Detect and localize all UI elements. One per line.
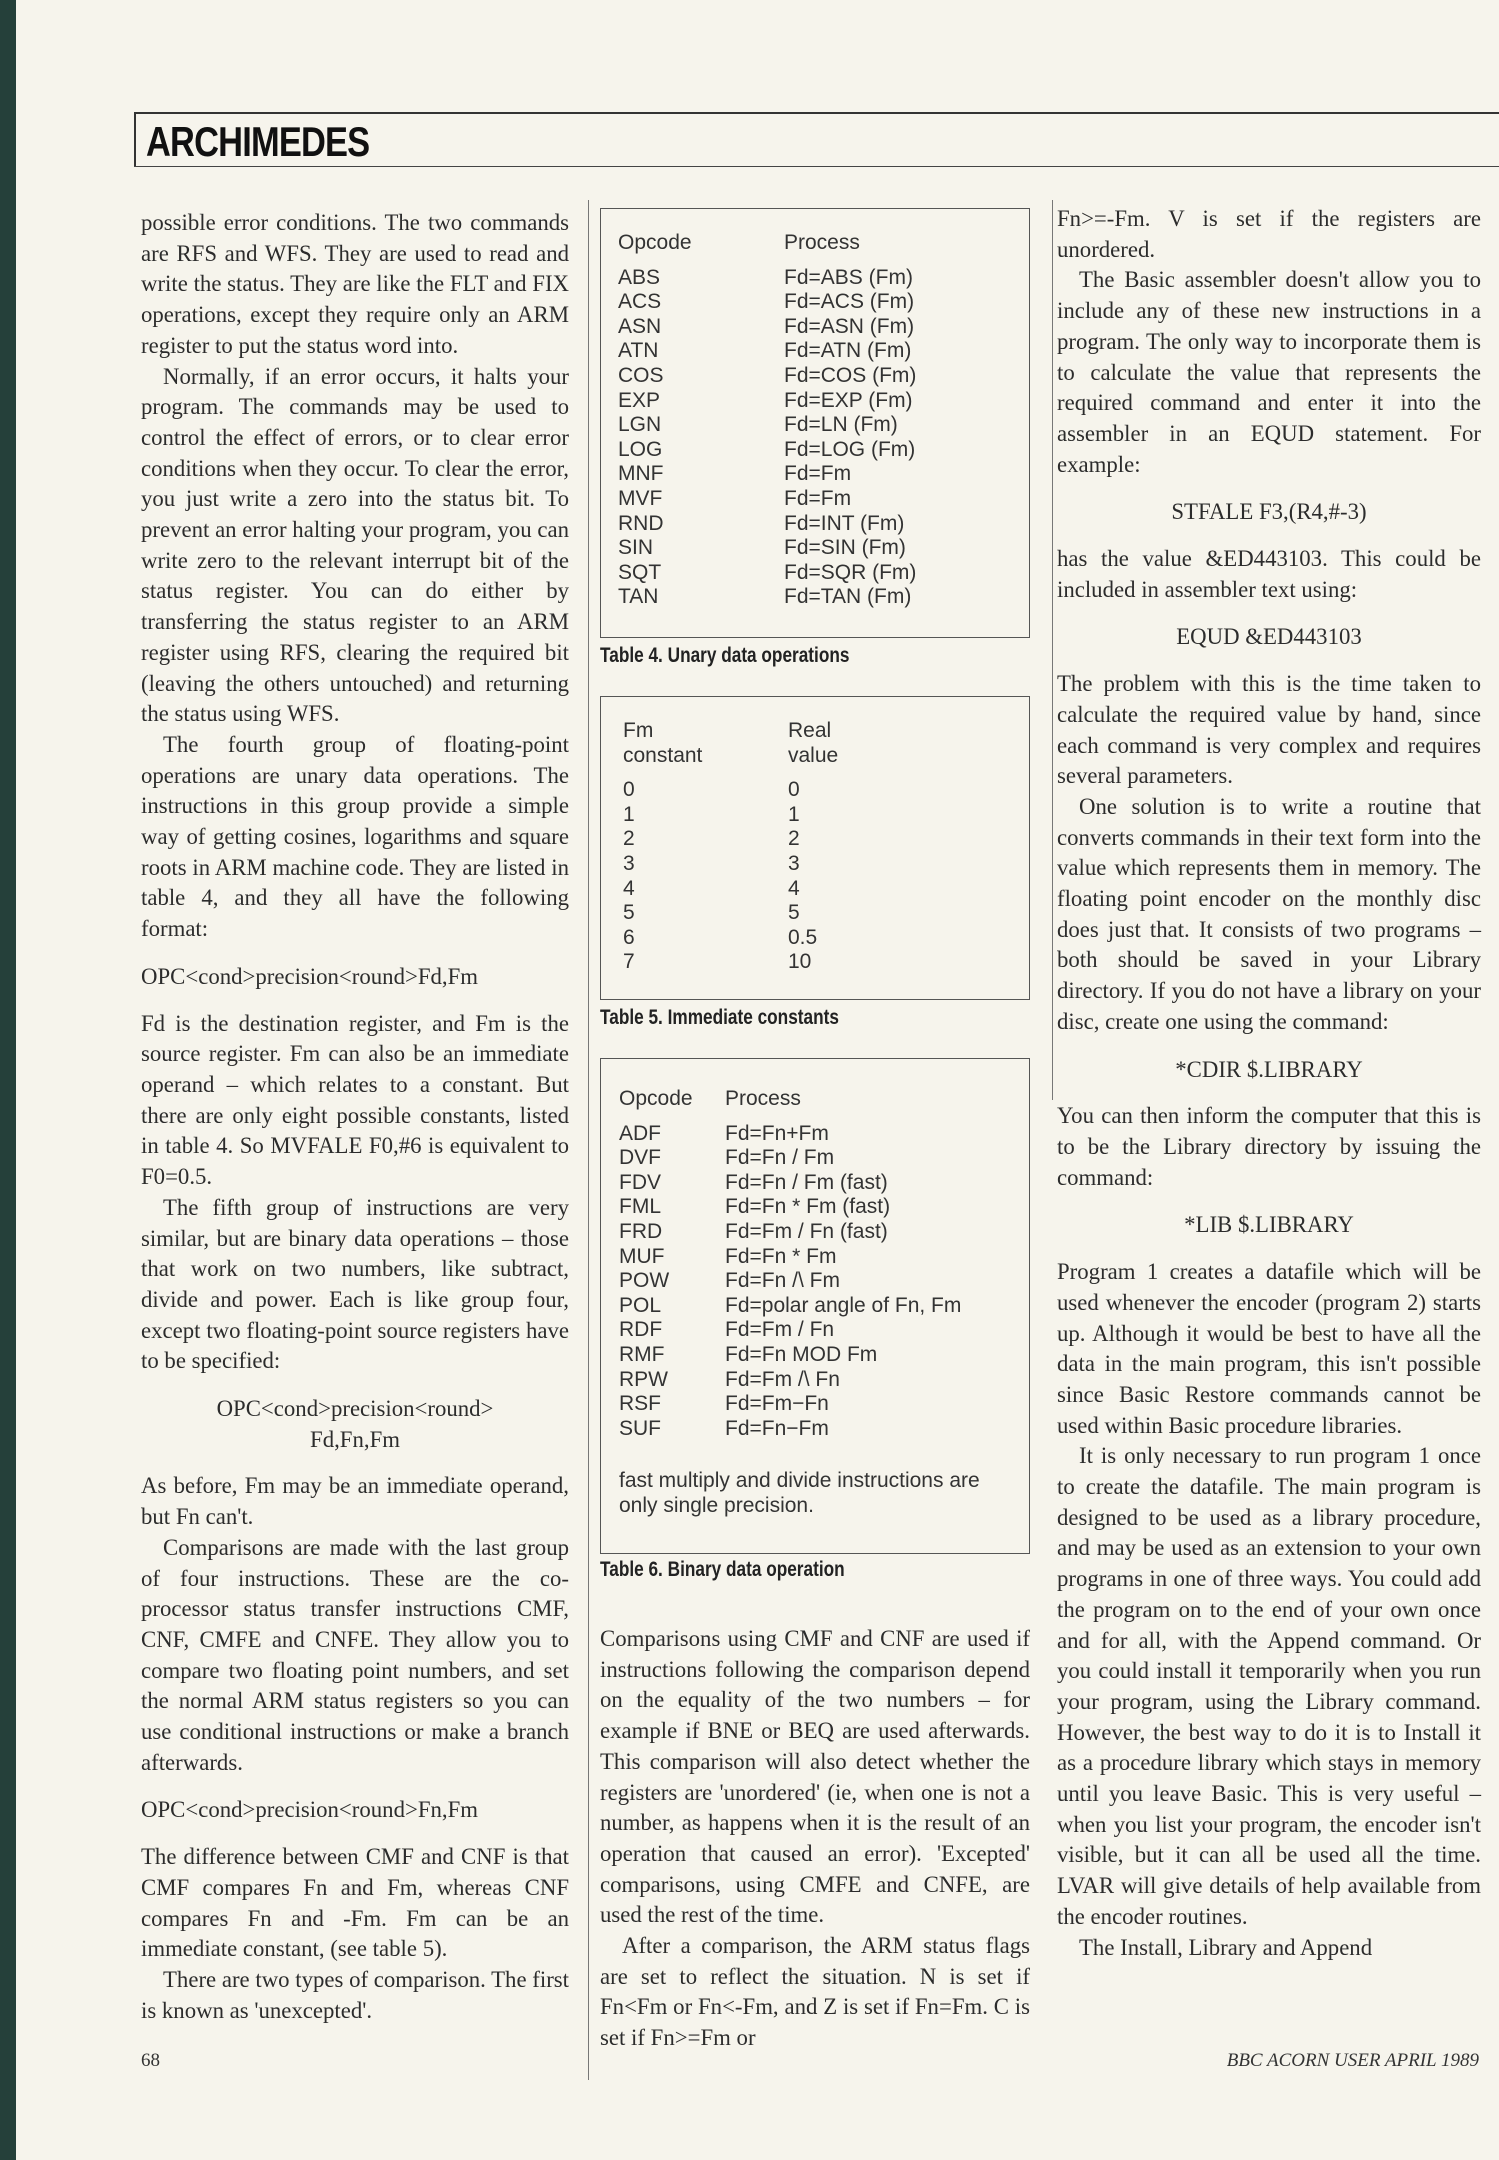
table-row	[623, 901, 838, 926]
column-1	[141, 208, 569, 2026]
table-row	[619, 1245, 961, 1270]
table-row	[618, 536, 916, 561]
table-cell-key: RMF	[619, 1342, 665, 1366]
table-cell-value: Fd=LN (Fm)	[784, 413, 898, 437]
table-cell-value: Fd=Fn / Fm	[725, 1146, 835, 1170]
table-header-row	[623, 744, 838, 779]
column-divider	[588, 200, 589, 2080]
table-row	[619, 1195, 961, 1220]
table-row	[618, 290, 916, 315]
paragraph: The fifth group of instructions are very similar, but are binary data operations – those that work on two numbers, like subtract, divide and power. Each is like group four, except two floating-point source registers have to be specified:	[141, 1194, 569, 1374]
table-row	[618, 266, 916, 291]
table-5	[623, 719, 838, 975]
table-cell-value: 1	[788, 802, 800, 826]
paragraph: Comparisons using CMF and CNF are used if instructions following the comparison depend on the equality of the two numbers – for example if BNE or BEQ are used afterwards. This comparison will also detect whether the registers are 'unordered' (ie, when one is not a number, as happens when it is the result of an operation that caused an error). 'Excepted' comparisons, using CMFE and CNFE, are used the rest of the time.	[600, 1626, 1030, 1928]
table-row	[623, 950, 838, 975]
table-row	[619, 1294, 961, 1319]
table-cell-value: Fd=ABS (Fm)	[784, 265, 913, 289]
paragraph: Normally, if an error occurs, it halts your program. The commands may be used to control the effect of errors, or to clear error conditions when they occur. To clear the error, you just write a zero into the status bit. To prevent an error halting your program, you can write zero to the relevant interrupt bit of the status register. You can do either by transferring the status register to an ARM register using RFS, clearing the required bit (leaving the others untouched) and returning the status using WFS.	[141, 363, 569, 727]
table-row	[623, 827, 838, 852]
syntax-line: OPC<cond>precision<round>Fd,Fm	[141, 963, 479, 989]
table-row	[623, 852, 838, 877]
table-row	[619, 1269, 961, 1294]
table-cell-value: Fd=SIN (Fm)	[784, 536, 906, 560]
table-row	[618, 413, 916, 438]
paragraph: As before, Fm may be an immediate operand, but Fn can't.	[141, 1473, 569, 1530]
column-header: Opcode	[619, 1087, 693, 1110]
table-cell-key: 1	[623, 802, 635, 826]
table-cell-key: DVF	[619, 1146, 661, 1170]
table-cell-value: Fd=Fn /\ Fm	[725, 1269, 840, 1293]
paragraph: The difference between CMF and CNF is that CMF compares Fn and Fm, whereas CNF compares Fn and -Fm. Fm can be an immediate constant, (see table 5).	[141, 1844, 569, 1962]
table-row	[623, 926, 838, 951]
table-cell-value: Fd=Fn MOD Fm	[725, 1342, 878, 1366]
table-4-caption: Table 4. Unary data operations	[600, 644, 850, 667]
table-4-box	[600, 208, 1030, 638]
table-cell-key: RSF	[619, 1392, 661, 1416]
table-cell-key: EXP	[618, 388, 661, 412]
table-cell-key: ABS	[618, 265, 661, 289]
table-cell-key: 4	[623, 876, 635, 900]
table-cell-key: COS	[618, 363, 664, 387]
table-header-row	[623, 719, 838, 744]
table-row	[623, 778, 838, 803]
table-cell-key: SIN	[618, 536, 654, 560]
table-4	[618, 231, 916, 610]
table-row	[619, 1368, 961, 1393]
table-cell-key: 7	[623, 950, 635, 974]
table-cell-key: ADF	[619, 1121, 661, 1145]
table-cell-key: MUF	[619, 1244, 665, 1268]
code-line: EQUD &ED443103	[1176, 624, 1362, 650]
table-5-caption: Table 5. Immediate constants	[600, 1006, 839, 1029]
column-header: Process	[784, 231, 860, 254]
table-6-caption: Table 6. Binary data operation	[600, 1558, 845, 1581]
syntax-line: Fd,Fn,Fm	[310, 1426, 400, 1452]
table-row	[618, 315, 916, 340]
syntax-line: OPC<cond>precision<round>Fn,Fm	[141, 1797, 479, 1823]
table-cell-key: 0	[623, 778, 635, 802]
paragraph: Fn>=-Fm. V is set if the registers are unordered.	[1057, 206, 1481, 262]
table-cell-value: 0	[788, 778, 800, 802]
table-row	[618, 364, 916, 389]
table-row	[619, 1417, 961, 1442]
column-header: Process	[725, 1087, 801, 1110]
table-row	[619, 1318, 961, 1343]
table-header-row	[619, 1087, 961, 1122]
table-cell-key: FDV	[619, 1170, 661, 1194]
column-header: Real	[788, 719, 832, 742]
table-row	[618, 389, 916, 414]
table-5-box	[600, 696, 1030, 1000]
table-cell-value: Fd=polar angle of Fn, Fm	[725, 1293, 962, 1317]
magazine-footer: BBC ACORN USER APRIL 1989	[1226, 2050, 1479, 2071]
table-cell-key: TAN	[618, 585, 659, 609]
table-cell-key: ACS	[618, 290, 662, 314]
table-cell-value: 0.5	[788, 925, 818, 949]
paragraph: has the value &ED443103. This could be included in assembler text using:	[1057, 546, 1481, 602]
table-cell-key: LGN	[618, 413, 662, 437]
table-6-note: fast multiply and divide instructions are only single precision.	[619, 1469, 980, 1517]
table-row	[619, 1146, 961, 1171]
table-cell-key: RDF	[619, 1318, 663, 1342]
column-2	[600, 1624, 1030, 2054]
paragraph: You can then inform the computer that this is to be the Library directory by issuing the command:	[1057, 1103, 1481, 1190]
table-header-row	[618, 231, 916, 266]
paragraph: Comparisons are made with the last group of four instructions. These are the co-processor status transfer instructions CMF, CNF, CMFE and CNFE. They allow you to compare two floating point numbers, and set the normal ARM status registers so you can use conditional instructions or make a branch afterwards.	[141, 1534, 569, 1775]
column-header: constant	[623, 743, 703, 767]
table-row	[619, 1171, 961, 1196]
table-cell-key: RND	[618, 511, 664, 535]
table-cell-key: ATN	[618, 339, 659, 363]
paragraph: Fd is the destination register, and Fm is the source register. Fm can also be an immediate operand – which relates to a constant. But there are only eight possible constants, listed in table 4. So MVFALE F0,#6 is equivalent to F0=0.5.	[141, 1010, 569, 1190]
paragraph: The fourth group of floating-point operations are unary data operations. The instructions in this group provide a simple way of getting cosines, logarithms and square roots in ARM machine code. They are listed in table 4, and they all have the following format:	[141, 731, 569, 942]
table-cell-key: SUF	[619, 1416, 661, 1440]
table-cell-key: POW	[619, 1269, 670, 1293]
syntax-line: OPC<cond>precision<round>	[216, 1396, 494, 1422]
table-cell-key: POL	[619, 1293, 662, 1317]
column-header: Opcode	[618, 231, 692, 254]
table-cell-key: ASN	[618, 314, 662, 338]
table-cell-value: Fd=Fm−Fn	[725, 1392, 829, 1416]
table-row	[618, 487, 916, 512]
column-3	[1057, 204, 1481, 1963]
table-cell-key: 2	[623, 827, 635, 851]
table-row	[619, 1343, 961, 1368]
column-header: value	[788, 743, 839, 767]
table-row	[618, 512, 916, 537]
table-row	[619, 1220, 961, 1245]
table-cell-key: MNF	[618, 462, 664, 486]
table-row	[618, 561, 916, 586]
table-cell-key: FRD	[619, 1219, 663, 1243]
table-cell-value: Fd=TAN (Fm)	[784, 585, 912, 609]
table-cell-value: Fd=INT (Fm)	[784, 511, 905, 535]
table-cell-key: MVF	[618, 486, 663, 510]
paragraph: One solution is to write a routine that converts commands in their text form into the value which represents them in memory. The floating point encoder on the monthly disc does just that. It consists of two programs – both should be saved in your Library directory. If you do not have a library on your disc, create one using the command:	[1057, 793, 1481, 1034]
header-rule	[134, 166, 1499, 167]
table-cell-value: Fd=Fm	[784, 486, 852, 510]
table-row	[623, 877, 838, 902]
table-cell-key: 3	[623, 851, 635, 875]
page-spine	[0, 0, 16, 2160]
code-line: STFALE F3,(R4,#-3)	[1171, 499, 1367, 525]
page-number: 68	[141, 2050, 160, 2071]
column-header: Fm	[623, 719, 654, 742]
table-cell-value: Fd=Fn+Fm	[725, 1121, 829, 1145]
table-cell-value: Fd=Fm / Fn	[725, 1318, 835, 1342]
table-cell-value: Fd=LOG (Fm)	[784, 437, 916, 461]
table-row	[623, 803, 838, 828]
table-cell-key: LOG	[618, 437, 663, 461]
table-cell-key: 5	[623, 901, 635, 925]
table-cell-value: Fd=Fm /\ Fn	[725, 1367, 840, 1391]
table-cell-value: Fd=ACS (Fm)	[784, 290, 915, 314]
table-row	[618, 339, 916, 364]
table-cell-value: 3	[788, 851, 800, 875]
table-cell-value: 4	[788, 876, 800, 900]
table-6-box	[600, 1058, 1030, 1554]
code-line: *CDIR $.LIBRARY	[1175, 1056, 1363, 1082]
table-cell-value: Fd=Fn * Fm (fast)	[725, 1195, 891, 1219]
table-row	[618, 438, 916, 463]
table-cell-key: SQT	[618, 560, 662, 584]
paragraph: There are two types of comparison. The first is known as 'unexcepted'.	[141, 1966, 569, 2023]
table-cell-value: Fd=Fn−Fm	[725, 1416, 829, 1440]
paragraph: possible error conditions. The two commands are RFS and WFS. They are used to read and write the status. They are like the FLT and FIX operations, except they require only an ARM register to put the status word into.	[141, 210, 569, 358]
table-cell-value: Fd=Fm / Fn (fast)	[725, 1219, 888, 1243]
table-cell-value: 2	[788, 827, 800, 851]
column-divider	[1052, 200, 1053, 1100]
table-cell-value: 10	[788, 950, 812, 974]
table-row	[619, 1122, 961, 1147]
paragraph: It is only necessary to run program 1 once to create the datafile. The main program is designed to be used as a library procedure, and may be used as an extension to your own programs in one of three ways. You could add the program on to the end of your own once and for all, with the Append command. Or you could install it temporarily when you run your program, using the Library command. However, the best way to do it is to Install it as a procedure library which stays in memory until you leave Basic. This is very useful – when you list your program, the encoder isn't visible, but it can all be used all the time. LVAR will give details of help available from the encoder routines.	[1057, 1443, 1481, 1929]
paragraph: After a comparison, the ARM status flags are set to reflect the situation. N is set if Fn<Fm or Fn<-Fm, and Z is set if Fn=Fm. C is set if Fn>=Fm or	[600, 1933, 1030, 2051]
code-line: *LIB $.LIBRARY	[1184, 1212, 1354, 1238]
section-header	[134, 112, 1499, 166]
table-cell-value: 5	[788, 901, 800, 925]
table-cell-value: Fd=ASN (Fm)	[784, 314, 915, 338]
table-cell-key: RPW	[619, 1367, 668, 1391]
table-cell-value: Fd=SQR (Fm)	[784, 560, 917, 584]
table-cell-value: Fd=Fn / Fm (fast)	[725, 1170, 888, 1194]
paragraph: The problem with this is the time taken to calculate the required value by hand, since each command is very complex and requires several parameters.	[1057, 671, 1481, 789]
paragraph: The Install, Library and Append	[1079, 1934, 1373, 1960]
table-cell-key: 6	[623, 925, 635, 949]
table-cell-value: Fd=Fn * Fm	[725, 1244, 837, 1268]
paragraph: The Basic assembler doesn't allow you to include any of these new instructions in a program. The only way to incorporate them is to calculate the value that represents the required command and enter it into the assembler in an EQUD statement. For example:	[1057, 267, 1481, 477]
section-title: ARCHIMEDES	[146, 118, 370, 165]
table-cell-key: FML	[619, 1195, 661, 1219]
table-cell-value: Fd=COS (Fm)	[784, 363, 917, 387]
table-row	[619, 1392, 961, 1417]
table-cell-value: Fd=ATN (Fm)	[784, 339, 912, 363]
paragraph: Program 1 creates a datafile which will be used whenever the encoder (program 2) starts up. Although it would be best to have all the data in the main program, this isn't possible since Basic Restore commands cannot be used within Basic procedure libraries.	[1057, 1259, 1481, 1438]
table-cell-value: Fd=EXP (Fm)	[784, 388, 913, 412]
table-cell-value: Fd=Fm	[784, 462, 852, 486]
table-6	[619, 1087, 961, 1441]
table-row	[618, 462, 916, 487]
table-row	[618, 585, 916, 610]
